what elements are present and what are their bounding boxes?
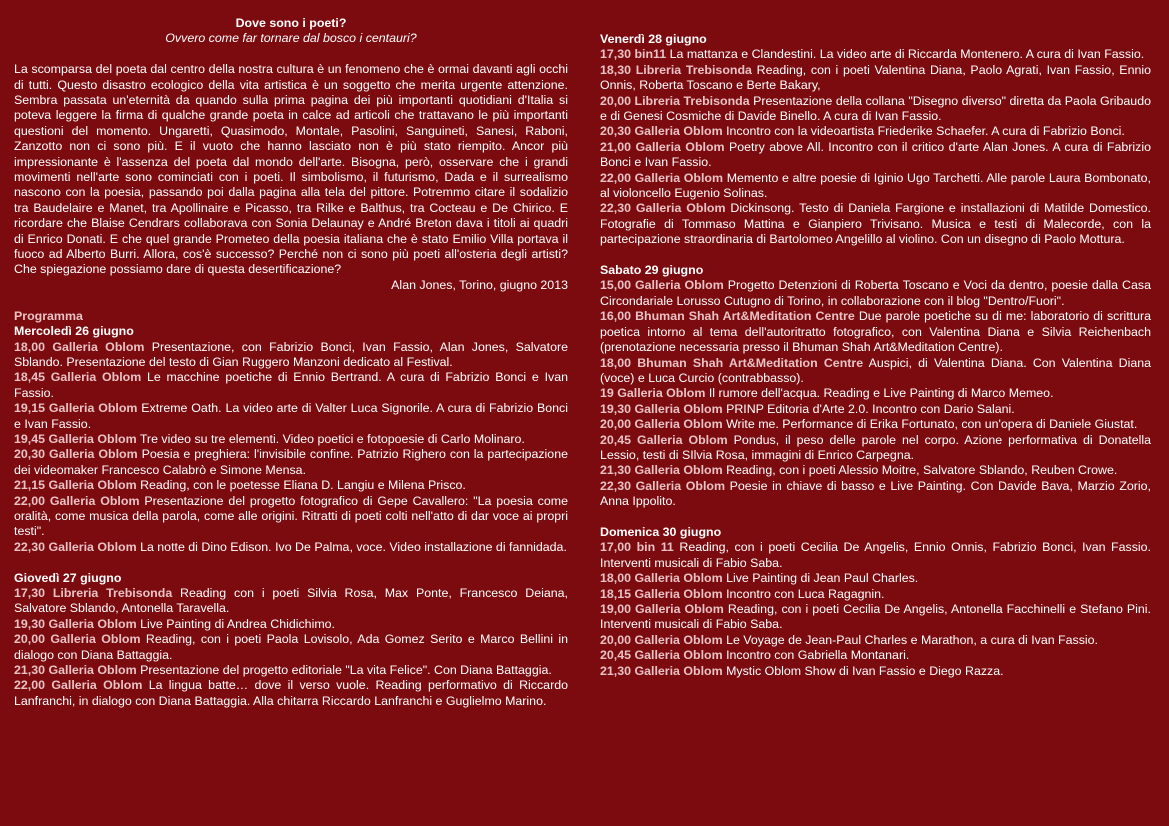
program-event [600, 309, 1151, 355]
event-description: Le macchine poetiche di Ennio Bertrand. A cura di Fabrizio Bonci e Ivan Fassio. [14, 370, 568, 400]
program-event [600, 648, 1151, 663]
program-event [600, 571, 1151, 586]
event-description: Write me. Performance di Erika Fortunato, con un'opera di Daniele Giustat. [726, 417, 1138, 432]
program-event [14, 447, 568, 478]
event-venue: Galleria Oblom [634, 663, 723, 678]
day-block [14, 571, 568, 710]
program-event [14, 401, 568, 432]
program-event [600, 479, 1151, 510]
event-time: 20,00 [600, 93, 632, 108]
event-venue: Galleria Oblom [617, 386, 706, 401]
event-description: Poesie in chiave di basso e Live Painting. Con Davide Bava, Marzio Zorio, Anna Ippolito. [600, 478, 1151, 509]
event-time: 19,45 [14, 431, 46, 446]
day-heading: Sabato 29 giugno [600, 263, 704, 278]
day-heading: Giovedì 27 giugno [14, 570, 122, 585]
event-venue: Galleria Oblom [635, 139, 725, 154]
program-event [600, 540, 1151, 571]
event-description: Reading, con i poeti Cecilia De Angelis, Ennio Onnis, Fabrizio Bonci, Ivan Fassio. Interventi musicali di Fabio Saba. [600, 540, 1151, 570]
day-heading: Domenica 30 giugno [600, 524, 722, 539]
event-description: Live Painting di Andrea Chidichimo. [140, 616, 335, 631]
event-time: 21,00 [600, 139, 632, 154]
program-event [600, 664, 1151, 679]
program-event [14, 340, 568, 371]
event-time: 20,00 [600, 632, 632, 647]
event-description: Due parole poetiche su di me: laboratorio di scrittura poetica intorno al tema dell'autoritratto fotografico, con Valentina Diana e Silvia Reichenbach (prenotazione necessaria presso il Bhuman Shah Art&Meditation Centre). [600, 309, 1152, 355]
programma-heading: Programma [14, 308, 83, 323]
program-event [14, 678, 568, 709]
event-description: Incontro con Luca Ragagnin. [726, 586, 885, 601]
event-time: 19 [600, 386, 614, 401]
event-time: 18,00 [600, 355, 632, 370]
program-event [14, 663, 568, 678]
program-event [600, 386, 1151, 401]
event-venue: Libreria Trebisonda [635, 62, 752, 77]
event-time: 16,00 [600, 309, 632, 324]
event-time: 21,30 [14, 663, 46, 678]
program-event [600, 47, 1151, 62]
event-description: Pondus, il peso delle parole nel corpo. Azione performativa di Donatella Lessio, testi di SIlvia Rosa, immagini di Enrico Carpegna. [600, 432, 1151, 462]
event-venue: Galleria Oblom [50, 632, 141, 647]
event-time: 22,00 [14, 678, 46, 693]
program-event [600, 171, 1151, 202]
event-time: 17,30 [14, 585, 46, 600]
event-venue: Galleria Oblom [634, 586, 723, 601]
event-venue: bin11 [634, 47, 667, 62]
event-venue: Galleria Oblom [634, 648, 723, 663]
event-description: Tre video su tre elementi. Video poetici e fotopoesie di Carlo Molinaro. [139, 431, 525, 446]
event-time: 20,00 [14, 632, 46, 647]
event-time: 18,00 [600, 571, 632, 586]
event-venue: Galleria Oblom [48, 447, 138, 462]
event-venue: bin 11 [636, 540, 674, 555]
program-event [14, 494, 568, 540]
program-event [14, 632, 568, 663]
day-block [14, 324, 568, 555]
program-event [600, 417, 1151, 432]
event-description: La mattanza e Clandestini. La video arte di Riccarda Montenero. A cura di Ivan Fassio. [669, 47, 1145, 62]
event-description: Live Painting di Jean Paul Charles. [726, 571, 919, 586]
day-heading: Mercoledì 26 giugno [14, 324, 134, 339]
left-column [14, 16, 568, 709]
event-venue: Bhuman Shah Art&Meditation Centre [637, 355, 864, 370]
right-column [600, 32, 1151, 679]
intro-title: Dove sono i poeti? [235, 16, 347, 30]
program-event [600, 140, 1151, 171]
event-venue: Libreria Trebisonda [52, 585, 173, 600]
program-event [14, 586, 568, 617]
program-event [600, 63, 1151, 94]
event-description: Auspici, di Valentina Diana. Con Valentina Diana (voce) e Luca Curcio (contrabbasso). [600, 355, 1151, 385]
event-description: Reading, con i poeti Cecilia De Angelis, Antonella Facchinelli e Stefano Pini. Interventi musicali di Fabio Saba. [600, 602, 1151, 632]
event-description: Poetry above All. Incontro con il critico d'arte Alan Jones. A cura di Fabrizio Bonci e Ivan Fassio. [600, 139, 1151, 170]
event-description: Memento e altre poesie di Iginio Ugo Tarchetti. Alle parole Laura Bombonato, al violoncello Eugenio Solinas. [600, 170, 1151, 201]
event-description: Presentazione del progetto editoriale "La vita Felice". Con Diana Battaggia. [140, 663, 552, 678]
event-time: 20,45 [600, 432, 632, 447]
event-time: 17,00 [600, 540, 632, 555]
event-time: 19,15 [14, 401, 46, 416]
event-venue: Galleria Oblom [635, 278, 724, 293]
event-venue: Galleria Oblom [48, 616, 137, 631]
event-venue: Galleria Oblom [52, 339, 145, 354]
event-description: Dickinsong. Testo di Daniela Fargione e installazioni di Matilde Domestico. Fotografie di Tommaso Mattina e Gianpiero Trivisano. Musica e testi di Malecorde, con la partecipazione straordinaria di Bartolomeo Angelillo al violino. Con un disegno di Paolo Mottura. [600, 201, 1151, 247]
event-venue: Galleria Oblom [635, 478, 725, 493]
event-venue: Libreria Trebisonda [634, 93, 750, 108]
program-event [600, 356, 1151, 387]
program-event [600, 278, 1151, 309]
event-description: Incontro con la videoartista Friederike Schaefer. A cura di Fabrizio Bonci. [726, 124, 1125, 139]
event-description: PRINP Editoria d'Arte 2.0. Incontro con Dario Salani. [726, 401, 1015, 416]
event-venue: Galleria Oblom [634, 124, 723, 139]
event-venue: Galleria Oblom [635, 201, 726, 216]
intro-signature: Alan Jones, Torino, giugno 2013 [391, 277, 568, 292]
event-venue: Galleria Oblom [48, 539, 137, 554]
event-venue: Galleria Oblom [637, 432, 728, 447]
day-block [600, 32, 1151, 248]
event-venue: Galleria Oblom [634, 401, 723, 416]
event-venue: Galleria Oblom [634, 170, 724, 185]
intro-body: La scomparsa del poeta dal centro della nostra cultura è un fenomeno che è ormai davanti agli occhi di tutti. Questo disastro ecologico della vita artistica è un soggetto che merita urgente attenzione. Sembra passata un'eternità da quando sulla prima pagina dei più importanti quotidiani d'Italia si poteva leggere la firma di qualche grande poeta in calce ad articoli che trattavano le più importanti questioni del momento. Ungaretti, Quasimodo, Montale, Pasolini, Sanguineti, Sanesi, Raboni, Zanzotto non ci sono più. E il vuoto che hanno lasciato non è più stato riempito. Ancor più impressionante è l'assenza del poeta dal mondo dell'arte. Bisogna, però, osservare che i grandi movimenti nell'arte sono cominciati con i poeti. Il simbolismo, il futurismo, Dada e il surrealismo nascono con la poesia, passando poi dalla pagina alla tela del pittore. Potremmo citare il sodalizio tra Baudelaire e Manet, tra Apollinaire e Picasso, tra Rilke e Balthus, tra Cocteau e De Chirico. E ricordare che Blaise Cendrars collaborava con Sonia Delaunay e André Breton dava i titoli ai quadri di Enrico Donati. E che quel grande Prometeo della poesia italiana che è stato Emilio Villa portava il fuoco ad Alberto Burri. Allora, cos'è successo? Perché non ci sono più poeti all'osteria degli artisti? Che spiegazione possiamo dare di questa desertificazione? [14, 62, 568, 277]
event-description: La lingua batte… dove il verso vuole. Reading performativo di Riccardo Lanfranchi, in dialogo con Diana Battaggia. Alla chitarra Riccardo Lanfranchi e Guglielmo Marino. [14, 678, 568, 708]
event-description: Presentazione della collana "Disegno diverso" diretta da Paola Gribaudo e di Genesi Cosmiche di Davide Binello. A cura di Ivan Fassio. [600, 93, 1151, 124]
event-description: Reading, con i poeti Paola Lovisolo, Ada Gomez Serito e Marco Bellini in dialogo con Diana Battaggia. [14, 632, 568, 662]
event-time: 22,30 [14, 539, 46, 554]
event-description: Presentazione, con Fabrizio Bonci, Ivan Fassio, Alan Jones, Salvatore Sblando. Presentazione del testo di Gian Ruggero Manzoni dedicato al Festival. [14, 339, 569, 369]
event-description: Extreme Oath. La video arte di Valter Luca Signorile. A cura di Fabrizio Bonci e Ivan Fassio. [14, 401, 568, 431]
event-time: 22,30 [600, 201, 632, 216]
event-description: Il rumore dell'acqua. Reading e Live Painting di Marco Memeo. [708, 386, 1054, 401]
event-time: 21,15 [14, 478, 46, 493]
event-time: 18,45 [14, 370, 46, 385]
event-time: 19,30 [14, 616, 46, 631]
program-event [14, 617, 568, 632]
event-venue: Galleria Oblom [634, 417, 723, 432]
event-description: Progetto Detenzioni di Roberta Toscano e Voci da dentro, poesie dalla Casa Circondariale Lorusso Cutugno di Torino, in collaborazione con il blog "Dentro/Fuori". [600, 278, 1151, 308]
event-description: Reading, con i poeti Alessio Moitre, Salvatore Sblando, Reuben Crowe. [726, 463, 1118, 478]
event-description: La notte di Dino Edison. Ivo De Palma, voce. Video installazione di fannidada. [140, 539, 567, 554]
program-event [600, 124, 1151, 139]
event-time: 20,30 [600, 124, 632, 139]
program-event [14, 370, 568, 401]
event-venue: Galleria Oblom [48, 401, 138, 416]
program-event [14, 432, 568, 447]
day-heading: Venerdì 28 giugno [600, 32, 707, 46]
event-time: 18,00 [14, 339, 46, 354]
program-event [600, 463, 1151, 478]
event-time: 20,45 [600, 648, 632, 663]
event-time: 20,30 [14, 447, 46, 462]
day-block [600, 263, 1151, 510]
event-time: 19,00 [600, 602, 632, 616]
event-venue: Galleria Oblom [635, 602, 724, 616]
event-description: Le Voyage de Jean-Paul Charles e Marathon, a cura di Ivan Fassio. [726, 632, 1098, 647]
event-time: 21,30 [600, 663, 632, 678]
event-time: 18,15 [600, 586, 632, 601]
event-venue: Galleria Oblom [48, 478, 137, 493]
program-event [600, 587, 1151, 602]
event-time: 15,00 [600, 278, 632, 293]
program-event [600, 433, 1151, 464]
event-description: Poesia e preghiera: l'invisibile confine. Patrizio Righero con la partecipazione dei videomaker Francesco Calabrò e Simone Mensa. [14, 447, 568, 477]
event-time: 22,00 [14, 493, 46, 508]
program-event [600, 402, 1151, 417]
program-event [600, 94, 1151, 125]
event-time: 19,30 [600, 401, 632, 416]
day-block [600, 525, 1151, 679]
event-venue: Galleria Oblom [50, 370, 142, 385]
event-time: 22,00 [600, 170, 632, 185]
intro-subtitle: Ovvero come far tornare dal bosco i centauri? [165, 31, 417, 46]
program-event [600, 201, 1151, 247]
event-description: Presentazione del progetto fotografico di Gepe Cavallero: "La poesia come oralità, come musica della parola, come alle origini. Ritratti di poeti colti nell'atto di dar voce ai propri testi". [14, 493, 568, 539]
program-event [14, 478, 568, 493]
program-event [14, 540, 568, 555]
program-event [600, 602, 1151, 633]
event-description: Incontro con Gabriella Montanari. [726, 648, 910, 663]
event-venue: Galleria Oblom [634, 632, 723, 647]
event-description: Reading, con i poeti Valentina Diana, Paolo Agrati, Ivan Fassio, Ennio Onnis, Roberta Toscano e Berte Bakary, [600, 62, 1151, 93]
event-venue: Galleria Oblom [48, 663, 137, 678]
event-time: 21,30 [600, 463, 632, 478]
event-time: 17,30 [600, 47, 632, 62]
event-venue: Galleria Oblom [48, 431, 137, 446]
event-time: 18,30 [600, 62, 632, 77]
event-time: 20,00 [600, 417, 632, 432]
event-description: Reading, con le poetesse Eliana D. Langiu e Milena Prisco. [140, 478, 466, 493]
event-venue: Galleria Oblom [49, 493, 140, 508]
event-description: Reading con i poeti Silvia Rosa, Max Ponte, Francesco Deiana, Salvatore Sblando, Antonella Taravella. [14, 585, 568, 616]
event-venue: Galleria Oblom [634, 463, 723, 478]
program-event [600, 633, 1151, 648]
event-time: 22,30 [600, 478, 632, 493]
event-venue: Galleria Oblom [51, 678, 143, 693]
event-description: Mystic Oblom Show di Ivan Fassio e Diego Razza. [726, 663, 1004, 678]
event-venue: Bhuman Shah Art&Meditation Centre [635, 309, 855, 324]
event-venue: Galleria Oblom [634, 571, 723, 586]
